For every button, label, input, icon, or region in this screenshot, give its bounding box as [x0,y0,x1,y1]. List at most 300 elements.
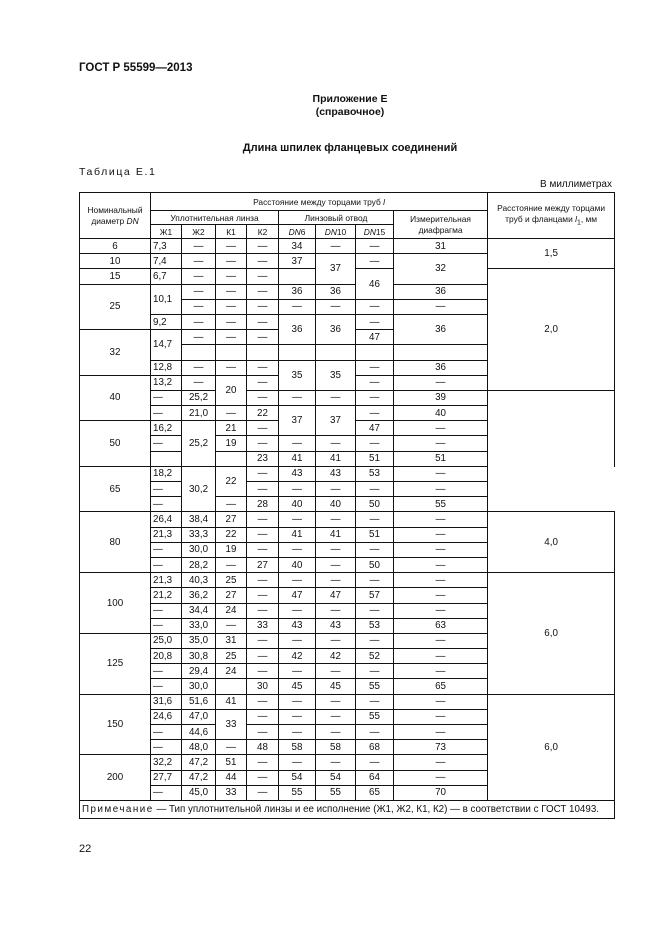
cell: 13,2 [151,375,182,390]
cell: — [316,390,356,405]
cell: 73 [394,740,488,755]
cell: — [279,725,316,740]
cell: 21,2 [151,588,182,603]
cell: 36 [394,284,488,299]
cell: — [216,299,247,314]
cell: 29,4 [182,664,216,679]
cell: — [394,557,488,572]
cell: 28 [247,497,279,512]
cell [279,269,316,284]
cell: 34 [279,239,316,254]
cell: — [394,725,488,740]
table-caption: Таблица Е.1 [79,166,157,178]
cell: 37 [279,254,316,269]
cell: — [394,436,488,451]
cell: — [356,390,394,405]
cell: 65 [356,785,394,800]
cell: 24 [216,664,247,679]
cell: 40,3 [182,573,216,588]
cell: — [279,633,316,648]
cell: — [182,375,216,390]
cell: 41 [316,451,356,466]
header-lens-type: Ж1 [151,225,182,239]
cell: — [247,421,279,436]
cell: — [394,664,488,679]
dn-cell: 40 [80,375,151,421]
cell: — [247,573,279,588]
cell: 24 [216,603,247,618]
cell: 45 [279,679,316,694]
table-row [80,436,615,451]
cell: 27 [216,512,247,527]
table-row [80,451,615,466]
cell: 47,0 [182,709,216,724]
cell: — [394,542,488,557]
cell: — [151,679,182,694]
cell: 46 [356,269,394,299]
cell: — [151,390,182,405]
cell: 36 [279,284,316,299]
cell: — [216,314,247,329]
cell: — [394,573,488,588]
cell: — [247,603,279,618]
cell: 33 [216,785,247,800]
cell: 41 [316,527,356,542]
cell: 21,0 [182,406,216,421]
header-distance-pipe-flanges: Расстояние между торцами труб и фланцами $l_1$, мм [488,193,615,239]
cell: — [316,633,356,648]
cell: — [247,633,279,648]
table-row [80,482,615,497]
cell: 44,6 [182,725,216,740]
dn-cell: 32 [80,330,151,376]
cell: — [316,299,356,314]
cell: — [316,603,356,618]
cell: — [316,709,356,724]
cell: 38,4 [182,512,216,527]
dn-cell: 15 [80,269,151,284]
cell: — [247,664,279,679]
cell: 30,0 [182,679,216,694]
cell: 37 [316,254,356,284]
cell: — [247,542,279,557]
cell: — [279,709,316,724]
stud-length-table [79,192,615,819]
dn-cell: 150 [80,694,151,755]
header-lens-type: К2 [247,225,279,239]
header-branch-type: DN10 [316,225,356,239]
page-number: 22 [79,843,92,855]
cell: — [356,512,394,527]
note-text: — Тип уплотнительной линзы и ее исполнение (Ж1, Ж2, К1, К2) — в соответствии с ГОСТ 10493. [153,803,599,815]
cell: 35 [316,360,356,390]
cell: — [247,588,279,603]
cell: 32,2 [151,755,182,770]
cell: 41 [279,451,316,466]
header-lens-branch: Линзовый отвод [279,211,394,225]
cell: — [356,482,394,497]
cell: — [216,239,247,254]
cell: — [279,755,316,770]
cell: — [394,482,488,497]
cell: — [216,557,247,572]
cell: — [356,542,394,557]
cell [216,451,247,466]
cell: 7,4 [151,254,182,269]
cell: — [316,755,356,770]
cell: — [182,299,216,314]
cell: — [316,512,356,527]
cell: — [356,406,394,421]
flange-distance-cell: 1,5 [488,239,615,269]
cell: — [216,269,247,284]
cell: 43 [279,466,316,481]
cell [316,345,356,360]
cell: — [394,603,488,618]
cell: — [394,755,488,770]
cell: 47 [356,330,394,345]
cell: 18,2 [151,466,182,481]
cell: 47,2 [182,770,216,785]
cell: — [247,360,279,375]
cell [216,679,247,694]
cell: 33,3 [182,527,216,542]
header-branch-type: DN6 [279,225,316,239]
cell: — [247,375,279,390]
cell: 25 [216,573,247,588]
cell: 33 [247,618,279,633]
flange-distance-cell: 6,0 [488,573,615,695]
cell: — [279,664,316,679]
cell: 30,0 [182,542,216,557]
cell: — [279,482,316,497]
cell: — [247,770,279,785]
cell: 50 [356,497,394,512]
cell: 51 [394,451,488,466]
cell: — [216,618,247,633]
cell: 36 [279,314,316,344]
cell: — [316,436,356,451]
cell: 57 [356,588,394,603]
cell: — [394,709,488,724]
table-note-row [80,800,615,818]
cell: — [182,360,216,375]
cell: 14,7 [151,330,182,360]
cell: 54 [316,770,356,785]
cell: — [356,436,394,451]
flange-distance-cell: 6,0 [488,694,615,800]
cell: — [279,573,316,588]
cell [216,345,247,360]
dn-cell: 6 [80,239,151,254]
cell: — [356,694,394,709]
cell: — [151,542,182,557]
cell: 35 [279,360,316,390]
table-row [80,497,615,512]
units-note: В миллиметрах [540,179,612,190]
cell [182,345,216,360]
cell [356,345,394,360]
cell: — [356,755,394,770]
cell: 44 [216,770,247,785]
cell: 55 [394,497,488,512]
cell: — [151,740,182,755]
cell: 70 [394,785,488,800]
cell: 19 [216,436,247,451]
cell: — [151,497,182,512]
cell: 40 [279,557,316,572]
dn-cell: 200 [80,755,151,801]
cell: — [356,664,394,679]
note-label: Примечание [82,803,154,815]
header-sealing-lens: Уплотнительная линза [151,211,279,225]
flange-distance-cell: 2,0 [488,269,615,391]
cell: 36 [394,360,488,375]
cell: — [356,375,394,390]
table-row [80,239,615,254]
cell: 37 [316,406,356,436]
cell: — [216,406,247,421]
cell: 20 [216,375,247,405]
cell: — [151,482,182,497]
cell: 30,2 [182,466,216,512]
cell: 16,2 [151,421,182,436]
cell: 64 [356,770,394,785]
cell: — [247,785,279,800]
dn-cell: 65 [80,466,151,512]
appendix-subtitle: (справочное) [315,106,385,118]
cell: 34,4 [182,603,216,618]
cell: — [247,436,279,451]
cell: 35,0 [182,633,216,648]
table-row [80,466,615,481]
header-nominal-diameter: Номинальный диаметр DN [80,193,151,239]
cell: 63 [394,618,488,633]
dn-cell: 10 [80,254,151,269]
cell: — [216,360,247,375]
cell: 41 [279,527,316,542]
cell: 55 [279,785,316,800]
cell: — [182,269,216,284]
cell: — [356,725,394,740]
cell: 51,6 [182,694,216,709]
cell: — [356,314,394,329]
cell: 6,7 [151,269,182,284]
cell: 26,4 [151,512,182,527]
cell: 48,0 [182,740,216,755]
cell: 28,2 [182,557,216,572]
cell: — [151,603,182,618]
cell: — [151,557,182,572]
cell [279,345,316,360]
header-branch-type: DN15 [356,225,394,239]
cell: — [279,512,316,527]
header-lens-type: К1 [216,225,247,239]
cell: 42 [316,649,356,664]
cell: 41 [216,694,247,709]
cell: — [247,694,279,709]
header-distance-pipe-ends: Расстояние между торцами труб l [151,193,488,211]
cell: 7,3 [151,239,182,254]
cell: — [216,740,247,755]
cell: — [279,603,316,618]
cell: 52 [356,649,394,664]
cell: — [356,239,394,254]
cell: — [356,633,394,648]
cell: 40 [279,497,316,512]
cell: 36 [394,314,488,344]
cell: — [394,588,488,603]
cell: 25,0 [151,633,182,648]
cell: 36 [316,314,356,344]
cell: — [316,694,356,709]
cell: — [151,406,182,421]
cell: — [247,527,279,542]
cell: — [394,512,488,527]
cell: — [394,466,488,481]
cell: — [394,649,488,664]
cell: 48 [247,740,279,755]
cell [247,345,279,360]
cell: 24,6 [151,709,182,724]
cell: 27 [247,557,279,572]
cell: 22 [216,466,247,496]
cell: 68 [356,740,394,755]
cell: 25 [216,649,247,664]
cell: — [394,299,488,314]
cell: 55 [356,709,394,724]
table-row [80,390,615,405]
cell: — [356,360,394,375]
cell: — [394,633,488,648]
cell: 31 [394,239,488,254]
cell: — [247,254,279,269]
cell: — [279,436,316,451]
cell: 37 [279,406,316,436]
cell: 33 [216,709,247,739]
cell: — [316,482,356,497]
cell [394,345,488,360]
cell: 30,8 [182,649,216,664]
cell: — [247,649,279,664]
cell: — [247,314,279,329]
cell: — [216,497,247,512]
cell: — [182,330,216,345]
cell: — [247,725,279,740]
cell: — [182,284,216,299]
cell: 51 [356,451,394,466]
cell: — [356,573,394,588]
cell: 9,2 [151,314,182,329]
cell: — [216,254,247,269]
cell: 31,6 [151,694,182,709]
cell: — [247,330,279,345]
cell: 43 [316,466,356,481]
cell: — [316,542,356,557]
cell: 32 [394,254,488,284]
cell: — [247,466,279,481]
document-header: ГОСТ Р 55599—2013 [79,62,193,74]
cell: — [216,284,247,299]
section-title: Длина шпилек фланцевых соединений [242,142,458,154]
cell: 45,0 [182,785,216,800]
cell: 40 [316,497,356,512]
appendix-title: Приложение Е [312,93,388,105]
cell: 43 [316,618,356,633]
cell: 45 [316,679,356,694]
cell: — [151,436,182,451]
cell: 10,1 [151,284,182,314]
cell: — [216,330,247,345]
cell: 25,2 [182,421,216,467]
cell [151,451,182,466]
cell: 54 [279,770,316,785]
cell: — [356,603,394,618]
cell: — [279,299,316,314]
cell: 51 [356,527,394,542]
cell: 40 [394,406,488,421]
cell: — [151,725,182,740]
cell: 50 [356,557,394,572]
cell: 22 [247,406,279,421]
cell: — [316,239,356,254]
cell: — [316,557,356,572]
cell: 21 [216,421,247,436]
appendix-heading [0,93,661,119]
cell: 55 [356,679,394,694]
cell: 47 [316,588,356,603]
cell: — [279,694,316,709]
cell: 33,0 [182,618,216,633]
cell: — [247,269,279,284]
cell: 47 [356,421,394,436]
cell: 27 [216,588,247,603]
cell: — [247,512,279,527]
cell: — [151,785,182,800]
cell: 27,7 [151,770,182,785]
cell: 55 [316,785,356,800]
dn-cell: 80 [80,512,151,573]
cell: — [182,314,216,329]
cell: — [394,421,488,436]
cell: — [316,573,356,588]
cell: 53 [356,618,394,633]
cell: 20,8 [151,649,182,664]
dn-cell: 100 [80,573,151,634]
cell: 25,2 [182,390,216,405]
dn-cell: 25 [80,284,151,330]
cell: 43 [279,618,316,633]
cell: — [247,284,279,299]
dn-cell: 125 [80,633,151,694]
cell: — [247,239,279,254]
cell: 12,8 [151,360,182,375]
cell: 22 [216,527,247,542]
cell: 58 [316,740,356,755]
cell: 30 [247,679,279,694]
cell: — [247,482,279,497]
cell: 39 [394,390,488,405]
cell: 36 [316,284,356,299]
cell: — [151,664,182,679]
header-lens-type: Ж2 [182,225,216,239]
cell: — [279,390,316,405]
flange-distance-cell: 4,0 [488,512,615,573]
cell: 53 [356,466,394,481]
cell: 58 [279,740,316,755]
table-note [80,800,615,818]
cell: — [182,239,216,254]
